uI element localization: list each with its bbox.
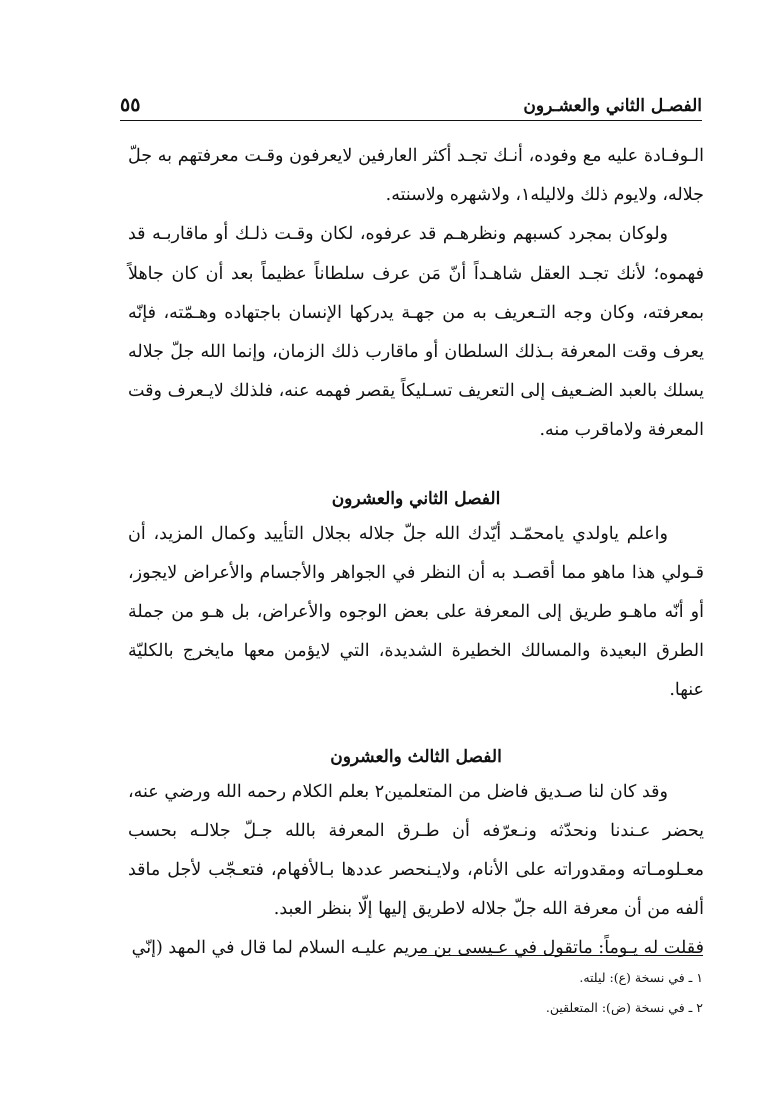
footnote-1: ١ ـ في نسخة (ع): ليلته.	[579, 970, 703, 985]
paragraph: ولوكان بمجرد كسبهم ونظرهـم قد عرفوه، لكان وقـت ذلـك أو ماقاربـه قد فهموه؛ لأنك تجـد العقل شاهـداً أنّ مَن عرف سلطاناً عظيماً بعد أن كان جاهلاً بمعرفته، وكان وجه التـعريف به من جهـة يدركها الإنسان باجتهاده وهـمّته، فإنّه يعرف وقت المعرفة بـذلك السلطان أو ماقارب ذلك الزمان، وإنما الله جلّ جلاله يسلك بالعبد الضـعيف إلى التعريف تسـليكاً يقصر فهمه عنه، فلذلك لايـعرف وقت المعرفة ولاماقرب منه.	[128, 224, 704, 441]
section-heading-23: الفصل الثالث والعشرون	[330, 746, 502, 767]
paragraph: واعلم ياولدي يامحمّـد أيّدك الله جلّ جلاله بجلال التأييد وكمال المزيد، أن قـولي هذا ماهو مما أقصـد به أن النظر في الجواهر والأجسام والأعراض لايجوز، أو أنّه ماهـو طريق إلى المعرفة على بعض الوجوه والأعراض، بل هـو من جملة الطرق البعيدة والمسالك الخطيرة الشديدة، التي لايؤمن معها مايخرج بالكليّة عنها.	[128, 523, 704, 701]
section-heading-22: الفصل الثاني والعشرون	[331, 488, 501, 509]
running-head-title: الفصـل الثاني والعشـرون	[523, 96, 702, 116]
running-head	[120, 86, 702, 121]
paragraph: وقد كان لنا صـديق فاضل من المتعلمين٢ بعلم الكلام رحمه الله ورضي عنه، يحضر عـندنا ونحدّثه ونـعرّفه أن طـرق المعرفة بالله جـلّ جلالـه بحسب معـلومـاته ومقدوراته على الأنام، ولايـنحصر عددها بـالأفهام، فتعـجّب لأجل ماقد ألفه من أن معرفة الله جلّ جلاله لاطريق إليها إلّا بنظر العبد.	[128, 781, 704, 920]
footnotes	[420, 963, 703, 1023]
paragraph-last: فقلت له يـوماً: ماتقول في عـيسى بن مريم عليـه السلام لما قال في المهد (إنّي	[131, 938, 704, 959]
page-number: ٥٥	[120, 94, 141, 116]
footnote-2: ٢ ـ في نسخة (ض): المتعلقين.	[545, 1000, 703, 1015]
footnote-divider	[418, 955, 703, 956]
main-text	[128, 137, 704, 969]
paragraph-continuation: الـوفـادة عليه مع وفوده، أنـك تجـد أكثر العارفين لايعرفون وقـت معرفتهم به جلّ جلاله، ولايوم ذلك ولاليله١، ولاشهره ولاسنته.	[128, 146, 704, 206]
